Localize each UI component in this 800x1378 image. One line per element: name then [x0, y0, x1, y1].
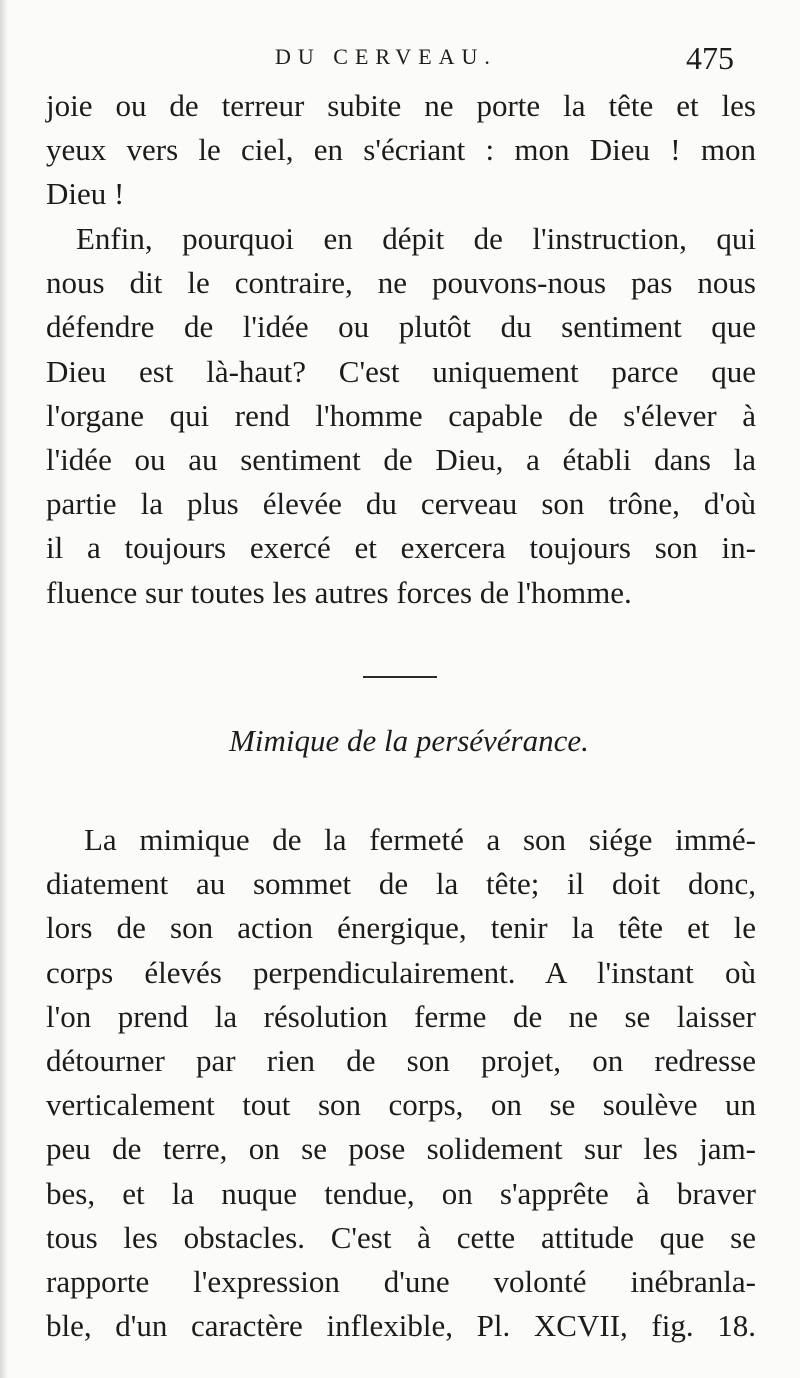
text-line: nous dit le contraire, ne pouvons-nous pas nous	[46, 265, 756, 301]
text-line: joie ou de terreur subite ne porte la tête et les	[46, 88, 756, 123]
text-line: yeux vers le ciel, en s'écriant : mon Dieu ! mon	[46, 132, 756, 168]
running-head	[0, 40, 800, 80]
text-line: défendre de l'idée ou plutôt du sentiment que	[46, 309, 756, 345]
text-line: lors de son action énergique, tenir la tête et le	[46, 910, 756, 946]
text-line: Dieu !	[46, 176, 125, 212]
text-line: l'on prend la résolution ferme de ne se laisser	[46, 998, 756, 1034]
text-line: peu de terre, on se pose solidement sur les jam-	[46, 1131, 756, 1167]
text-line: diatement au sommet de la tête; il doit donc,	[46, 866, 756, 902]
paragraph-2	[46, 217, 756, 615]
text-line: Enfin, pourquoi en dépit de l'instruction, qui	[76, 221, 756, 256]
running-head-title: DU CERVEAU.	[275, 44, 497, 69]
paragraph-1	[46, 84, 756, 217]
text-line: l'idée ou au sentiment de Dieu, a établi dans la	[46, 441, 756, 477]
text-line: ble, d'un caractère inflexible, Pl. XCVII, fig. 18.	[46, 1308, 756, 1344]
text-line: tous les obstacles. C'est à cette attitude que se	[46, 1219, 756, 1255]
page-number: 475	[686, 40, 734, 76]
text-line: rapporte l'expression d'une volonté inébranla-	[46, 1263, 756, 1299]
text-line: fluence sur toutes les autres forces de l'homme.	[46, 574, 632, 610]
text-line: La mimique de la fermeté a son siége immé-	[84, 822, 756, 857]
text-line: il a toujours exercé et exercera toujours son in-	[46, 530, 756, 566]
page-gutter-shadow	[0, 0, 8, 1378]
text-line: corps élevés perpendiculairement. A l'instant où	[46, 954, 756, 990]
text-line: bes, et la nuque tendue, on s'apprête à braver	[46, 1175, 756, 1211]
text-line: partie la plus élevée du cerveau son trône, d'où	[46, 486, 756, 522]
paragraph-3	[46, 818, 756, 1348]
text-line: détourner par rien de son projet, on redresse	[46, 1042, 756, 1078]
text-line: l'organe qui rend l'homme capable de s'élever à	[46, 397, 756, 433]
section-divider-rule	[363, 676, 437, 678]
text-line: Dieu est là-haut? C'est uniquement parce que	[46, 353, 756, 389]
section-heading: Mimique de la persévérance.	[229, 723, 589, 758]
text-line: verticalement tout son corps, on se soulève un	[46, 1087, 756, 1123]
